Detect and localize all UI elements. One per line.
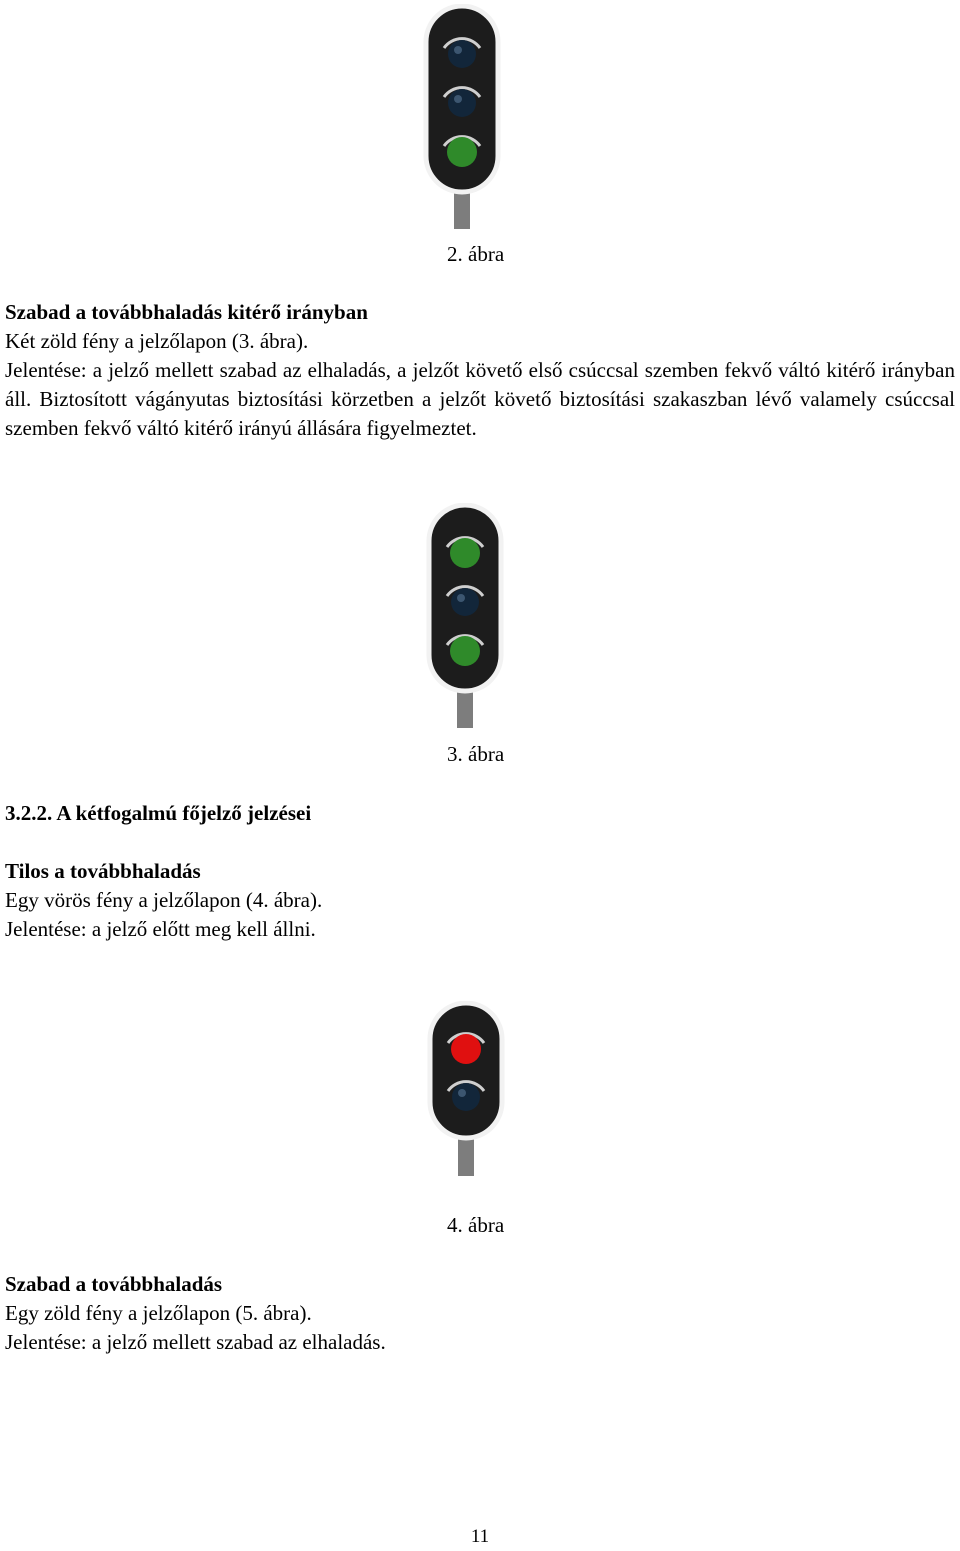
figure-caption: 3. ábra [447,742,505,766]
section-line: Jelentése: a jelző mellett szabad az elhaladás. [5,1330,386,1354]
section-title: Tilos a továbbhaladás [5,859,201,883]
section-line: Két zöld fény a jelzőlapon (3. ábra). [5,329,309,353]
section-kitero [5,298,955,443]
figure-caption: 4. ábra [447,1213,505,1237]
section-line: Jelentése: a jelző előtt meg kell állni. [5,917,316,941]
section-line: Egy vörös fény a jelzőlapon (4. ábra). [5,888,323,912]
signal-lamp-top-red [451,1034,481,1064]
section-szabad [5,1270,955,1357]
signal-lamp-bottom-green [447,137,477,167]
section-line: Egy zöld fény a jelzőlapon (5. ábra). [5,1301,312,1325]
signal-lamp-middle [451,588,479,616]
section-body: Jelentése: a jelző mellett szabad az elhaladás, a jelzőt követő első csúccsal szemben fekvő váltó kitérő irányban áll. Biztosított vágányutas biztosítási körzetben a jelzőt követő biztosítási szakaszban lévő valamely csúccsal szemben fekvő váltó kitérő irányú állására figyelmeztet. [5,358,955,440]
signal-figure-3 [425,503,505,728]
chapter-title: 3.2.2. A kétfogalmú főjelző jelzései [5,801,312,825]
signal-lamp-top-green [450,538,480,568]
signal-lamp-bottom [452,1083,480,1111]
section-tilos [5,857,955,944]
section-title: Szabad a továbbhaladás kitérő irányban [5,300,368,324]
chapter-heading [5,799,955,828]
signal-lamp-middle [448,89,476,117]
signal-figure-2 [422,4,502,229]
signal-lamp-top [448,40,476,68]
signal-lamp-bottom-green [450,636,480,666]
signal-body [430,1003,502,1138]
figure-caption: 2. ábra [447,242,505,266]
signal-figure-4 [426,1001,506,1176]
section-title: Szabad a továbbhaladás [5,1272,223,1296]
page-number: 11 [470,1526,490,1547]
